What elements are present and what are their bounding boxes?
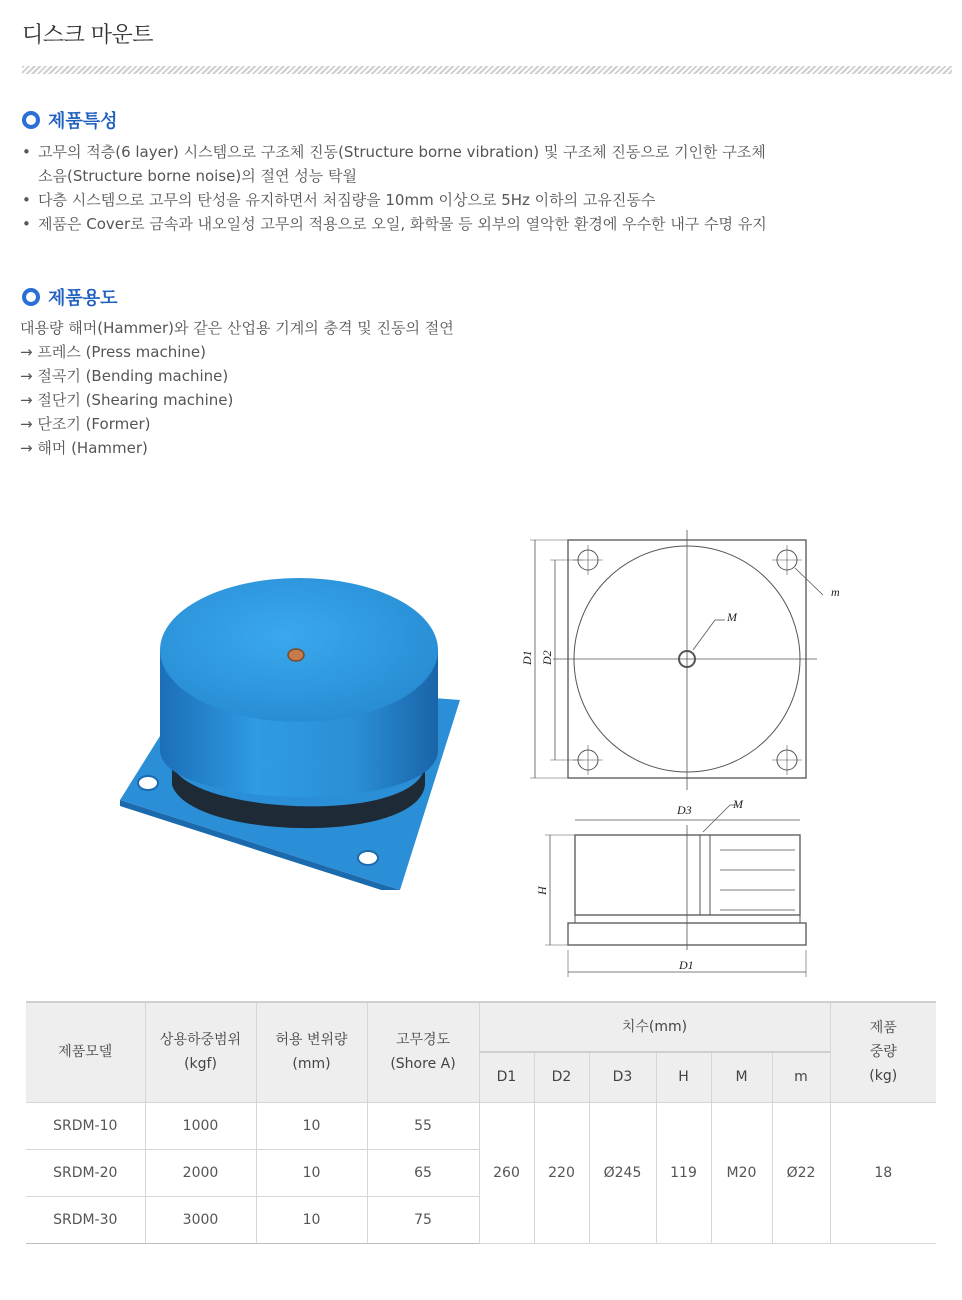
col-header-hardness-unit: (Shore A) <box>390 1056 456 1073</box>
col-header-dimensions: 치수(mm) <box>479 1002 830 1052</box>
use-item: → 절단기 (Shearing machine) <box>20 391 234 409</box>
col-header-load-unit: (kgf) <box>184 1056 217 1073</box>
use-item: → 단조기 (Former) <box>20 415 151 433</box>
uses-heading <box>22 284 118 310</box>
cell-weight: 18 <box>830 1102 936 1243</box>
col-header-deflection-label: 허용 변위량 <box>275 1032 348 1049</box>
feature-text: 고무의 적층(6 layer) 시스템으로 구조체 진동(Structure borne vibration) 및 구조체 진동으로 기인한 구조체 소음(Structure borne noise)의 절연 성능 탁월 <box>38 143 766 185</box>
col-header-load-label: 상용하중범위 <box>159 1032 242 1049</box>
cell-hardness: 75 <box>367 1196 479 1243</box>
feature-item <box>22 140 778 188</box>
feature-text: 제품은 Cover로 금속과 내오일성 고무의 적용으로 오일, 화학물 등 외부의 열악한 환경에 우수한 내구 수명 유지 <box>38 215 767 233</box>
cell-hardness: 65 <box>367 1149 479 1196</box>
col-header-h: H <box>656 1052 711 1102</box>
col-header-d3: D3 <box>589 1052 656 1102</box>
dim-label-h: H <box>535 886 549 895</box>
cell-m-thread: M20 <box>711 1102 772 1243</box>
cell-model: SRDM-30 <box>26 1196 145 1243</box>
title-divider <box>22 66 952 74</box>
uses-list <box>20 316 454 460</box>
dim-label-m-hole: m <box>831 585 840 599</box>
cell-h: 119 <box>656 1102 711 1243</box>
col-header-deflection <box>256 1002 367 1102</box>
dim-label-m-side: M <box>733 797 743 811</box>
use-item: → 절곡기 (Bending machine) <box>20 367 229 385</box>
dim-label-d1: D1 <box>520 650 534 665</box>
bullet-dot-icon: • <box>22 215 31 233</box>
col-header-hardness <box>367 1002 479 1102</box>
dim-label-d3: D3 <box>677 803 692 817</box>
dim-label-d2: D2 <box>540 650 554 665</box>
features-heading <box>22 107 118 133</box>
col-header-m-thread: M <box>711 1052 772 1102</box>
col-header-weight-line2: 중량 <box>869 1044 897 1061</box>
use-item: → 해머 (Hammer) <box>20 439 148 457</box>
cell-hardness: 55 <box>367 1102 479 1149</box>
cell-d2: 220 <box>534 1102 589 1243</box>
uses-heading-text: 제품용도 <box>48 288 118 309</box>
col-header-model: 제품모델 <box>26 1002 145 1102</box>
col-header-load <box>145 1002 256 1102</box>
cell-load: 2000 <box>145 1149 256 1196</box>
cell-model: SRDM-10 <box>26 1102 145 1149</box>
features-heading-text: 제품특성 <box>48 111 118 132</box>
bullet-dot-icon: • <box>22 191 31 209</box>
col-header-hardness-label: 고무경도 <box>395 1032 451 1049</box>
col-header-d2: D2 <box>534 1052 589 1102</box>
feature-item <box>22 188 922 212</box>
dim-label-m-thread: M <box>727 610 737 624</box>
feature-text: 다층 시스템으로 고무의 탄성을 유지하면서 처짐량을 10mm 이상으로 5Hz 이하의 고유진동수 <box>38 191 656 209</box>
page-title: 디스크 마운트 <box>22 23 154 48</box>
uses-intro: 대용량 해머(Hammer)와 같은 산업용 기계의 충격 및 진동의 절연 <box>20 319 454 337</box>
cell-deflection: 10 <box>256 1196 367 1243</box>
table-row <box>26 1102 936 1149</box>
col-header-m-hole: m <box>772 1052 830 1102</box>
spec-table <box>26 1001 936 1244</box>
technical-drawing <box>505 520 865 980</box>
features-list <box>22 140 922 236</box>
col-header-weight-unit: (kg) <box>869 1068 898 1085</box>
product-photo <box>100 560 480 890</box>
cell-deflection: 10 <box>256 1149 367 1196</box>
use-item: → 프레스 (Press machine) <box>20 343 206 361</box>
feature-item <box>22 212 922 236</box>
col-header-d1: D1 <box>479 1052 534 1102</box>
col-header-weight-line1: 제품 <box>869 1020 897 1037</box>
cell-model: SRDM-20 <box>26 1149 145 1196</box>
cell-d3: Ø245 <box>589 1102 656 1243</box>
cell-d1: 260 <box>479 1102 534 1243</box>
cell-deflection: 10 <box>256 1102 367 1149</box>
cell-load: 1000 <box>145 1102 256 1149</box>
cell-m-hole: Ø22 <box>772 1102 830 1243</box>
col-header-weight <box>830 1002 936 1102</box>
bullet-dot-icon: • <box>22 143 31 161</box>
ring-bullet-icon <box>22 288 40 306</box>
cell-load: 3000 <box>145 1196 256 1243</box>
col-header-deflection-unit: (mm) <box>292 1056 331 1073</box>
ring-bullet-icon <box>22 111 40 129</box>
dim-label-d1-side: D1 <box>679 958 694 972</box>
